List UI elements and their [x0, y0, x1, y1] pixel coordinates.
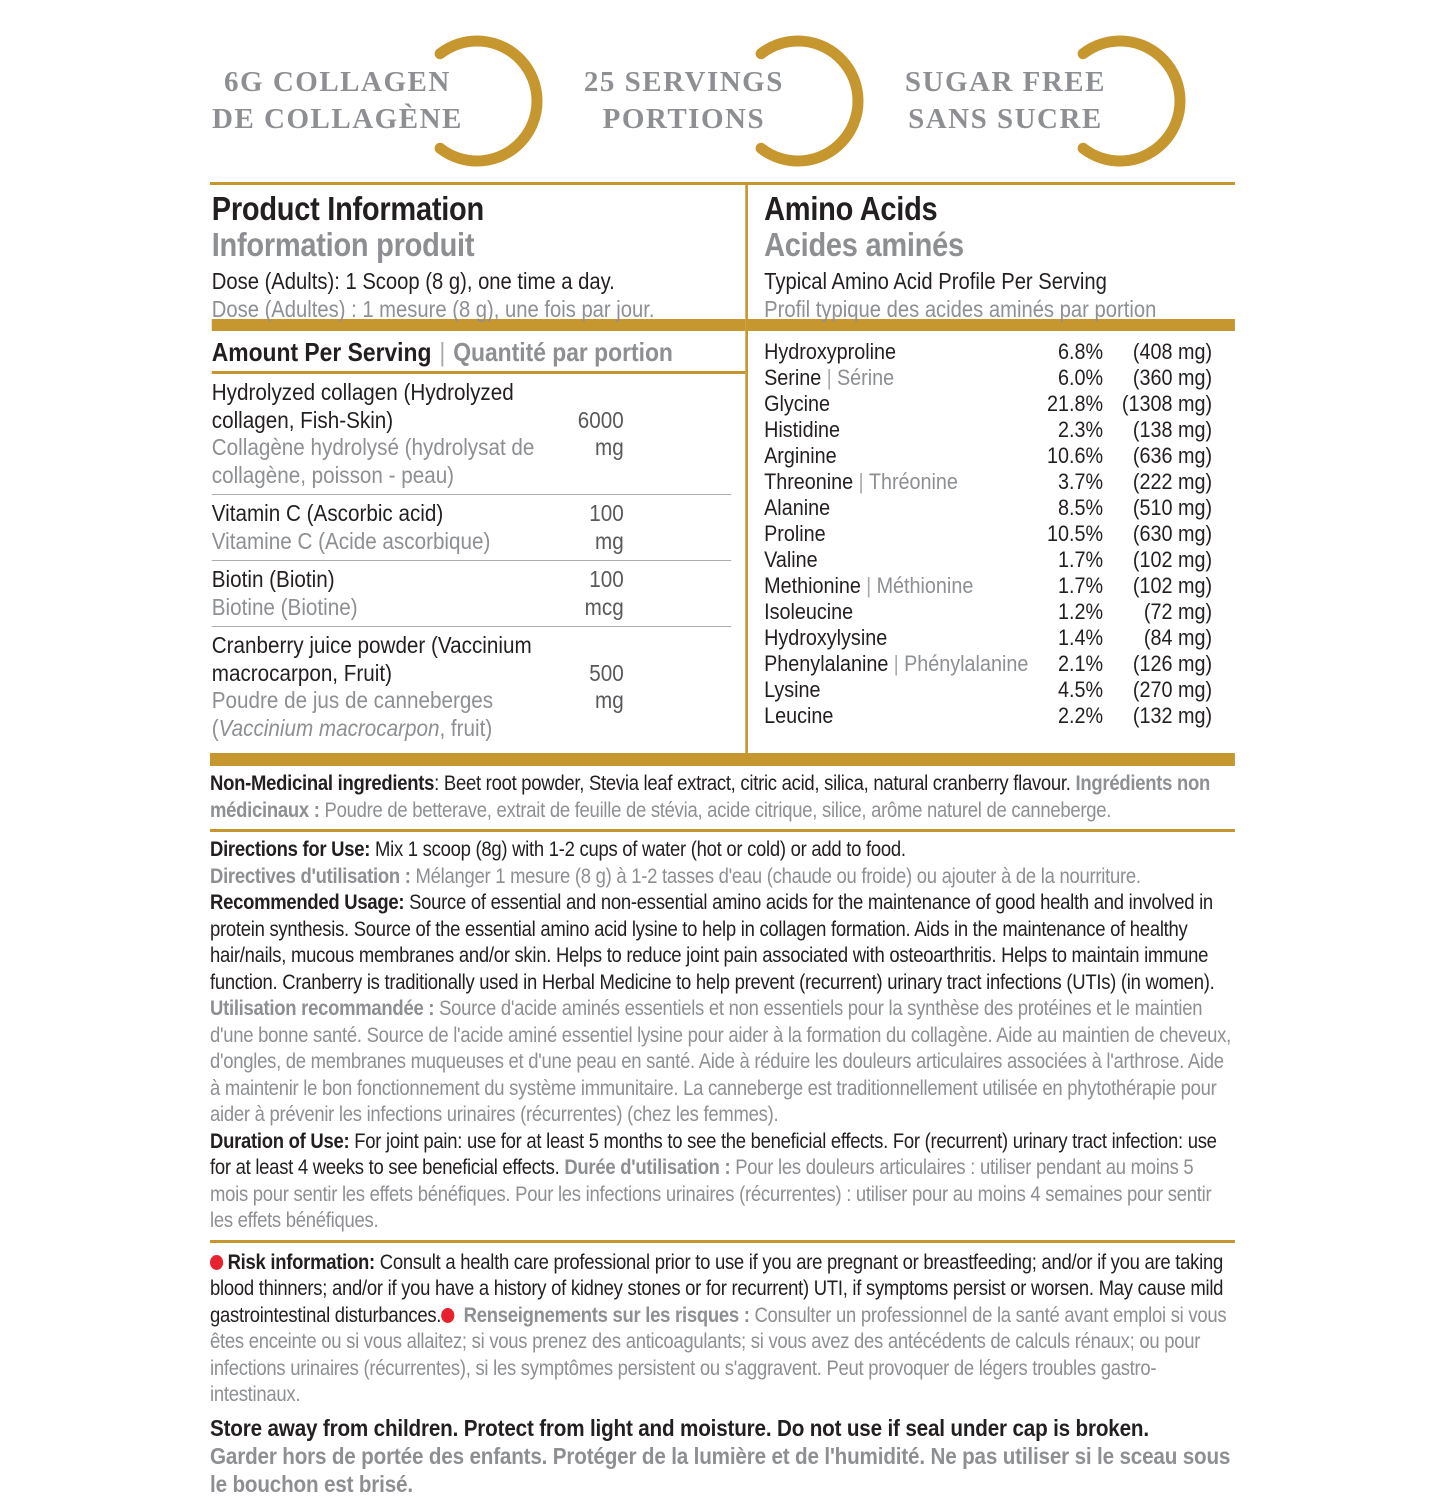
amino-profile-subtitle-fr: Profil typique des acides aminés par portion [764, 296, 1157, 322]
badge-sugar-free-line2: SANS SUCRE [908, 103, 1103, 135]
amino-percent: 1.2% [1057, 599, 1104, 624]
ingredient-name-fr: Poudre de jus de canneberges (Vaccinium macrocarpon, fruit) [211, 687, 494, 741]
amino-mg: (408 mg) [1132, 339, 1213, 364]
amino-mg: (102 mg) [1132, 547, 1213, 572]
amino-name [764, 521, 1028, 547]
amino-name [764, 547, 1028, 573]
amino-mg: (138 mg) [1132, 417, 1213, 442]
amino-percent: 4.5% [1057, 677, 1104, 702]
amino-row [764, 573, 1235, 599]
amino-name-en: Methionine [764, 573, 861, 598]
amino-mg: (84 mg) [1143, 625, 1213, 650]
product-information-title-fr: Information produit [211, 226, 475, 263]
text-segment: Consult a health care professional prior to use if you are pregnant or breastfeeding; and/or if you are taking blood thinners; and/or if you have a history of kidney stones or for recurrent) UTI, if symptoms persist or worsen. May cause mild gastrointestinal disturbances. [210, 1250, 1224, 1327]
storage-warning-fr [210, 1442, 1235, 1498]
dose-en: Dose (Adults): 1 Scoop (8 g), one time a day. [211, 268, 615, 294]
text-segment: Poudre de betterave, extrait de feuille de stévia, acide citrique, silice, arôme naturel de canneberge. [324, 798, 1112, 822]
badge-collagen [212, 26, 547, 176]
amino-acids-panel [748, 185, 1235, 753]
badge-servings-line2: PORTIONS [602, 103, 766, 135]
text-segment: : Beet root powder, Stevia leaf extract, citric acid, silica, natural cranberry flavour. [434, 772, 1076, 795]
ingredient-row [212, 374, 731, 494]
ingredient-table [212, 374, 731, 747]
amino-mg: (132 mg) [1132, 703, 1213, 728]
amino-acid-table [764, 339, 1235, 729]
text-segment: Directions for Use: [210, 838, 376, 861]
amino-row [764, 443, 1235, 469]
text-segment: Consulter un professionnel de la santé avant emploi si vous êtes enceinte ou si vous allaitez; si vous prenez des anticoagulants; si vous avez des antécédents de calculs rénaux; ou pour infections urinaires (récurrentes), si les symptômes persistent ou s'aggravent. Peut provoquer de légers troubles gastro-intestinaux. [210, 1303, 1227, 1406]
ingredient-name-fr: Biotine (Biotine) [211, 593, 358, 620]
ingredient-name-en: Cranberry juice powder (Vaccinium macrocarpon, Fruit) [211, 632, 532, 686]
badge-collagen-text [212, 64, 463, 138]
text-segment: Garder hors de portée des enfants. Protéger de la lumière et de l'humidité. Ne pas utiliser si le sceau sous le bouchon est brisé. [210, 1442, 1231, 1497]
badge-servings-line1: 25 SERVINGS [583, 66, 784, 98]
amino-mg: (126 mg) [1132, 651, 1213, 676]
text-segment: Ingrédients non médicinaux : [210, 772, 1211, 822]
amino-percent: 2.2% [1057, 703, 1104, 728]
amino-mg: (630 mg) [1132, 521, 1213, 546]
amino-percent: 6.0% [1057, 365, 1104, 390]
name-pipe: | [826, 365, 832, 390]
amino-percent: 1.4% [1057, 625, 1104, 650]
amino-row [764, 703, 1235, 729]
ingredient-name-en: Biotin (Biotin) [211, 566, 335, 592]
amino-row [764, 391, 1235, 417]
ingredient-name [212, 379, 565, 489]
amino-name [764, 417, 1028, 443]
text-segment: Recommended Usage: [210, 891, 410, 914]
product-information-title-en: Product Information [211, 190, 484, 227]
ingredient-name-fr: Vitamine C (Acide ascorbique) [211, 527, 491, 554]
gold-divider [210, 753, 1235, 766]
badge-servings-text [584, 64, 784, 138]
amino-name-fr: Thréonine [868, 469, 958, 494]
text-segment: Non-Medicinal ingredients [210, 772, 435, 795]
amino-name [764, 391, 1028, 417]
ingredient-row [212, 560, 731, 626]
amino-row [764, 547, 1235, 573]
amino-percent: 6.8% [1057, 339, 1104, 364]
amino-name-en: Valine [764, 547, 818, 572]
amino-name [764, 677, 1028, 703]
amino-name-en: Histidine [764, 417, 840, 442]
info-columns [210, 182, 1235, 753]
amino-percent: 1.7% [1057, 573, 1104, 598]
ingredient-amount: 100 mg [589, 500, 624, 554]
amino-acids-title-fr: Acides aminés [764, 226, 964, 263]
badge-collagen-line1: 6G COLLAGEN [224, 66, 451, 98]
gold-divider [210, 1240, 1235, 1243]
amino-row [764, 651, 1235, 677]
usage-section [210, 837, 1235, 1235]
amino-percent: 3.7% [1057, 469, 1104, 494]
duration-of-use [210, 1129, 1235, 1235]
ingredient-amount: 100 mcg [584, 566, 624, 620]
badge-sugar-free-text [905, 64, 1106, 138]
amount-per-serving-en: Amount Per Serving [211, 337, 432, 367]
name-pipe: | [858, 469, 864, 494]
badge-sugar-free [905, 26, 1190, 176]
amino-name [764, 469, 1028, 495]
product-information-header [211, 190, 731, 322]
amino-name-en: Arginine [764, 443, 837, 468]
amino-name-fr: Sérine [836, 365, 895, 390]
directions-for-use-fr [210, 864, 1235, 891]
product-information-panel [210, 185, 745, 753]
risk-information [210, 1250, 1235, 1409]
text-segment: Mix 1 scoop (8g) with 1-2 cups of water (hot or cold) or add to food. [375, 838, 906, 861]
amino-percent: 2.3% [1057, 417, 1104, 442]
amino-name [764, 651, 1028, 677]
text-segment: Duration of Use: [210, 1129, 355, 1153]
amino-name [764, 495, 1028, 521]
text-segment: Pour les douleurs articulaires : utiliser pendant au moins 5 mois pour sentir les effets bénéfiques. Pour les infections urinaires (récurrentes) : utiliser pour au moins 4 semaines pour sentir les effets bénéfiques. [210, 1156, 1212, 1232]
amino-name-en: Isoleucine [764, 599, 854, 624]
amino-percent: 10.5% [1046, 521, 1104, 546]
amount-per-serving-header [212, 337, 731, 367]
amino-name-en: Lysine [764, 677, 821, 702]
amino-name [764, 365, 1028, 391]
amino-mg: (270 mg) [1132, 677, 1213, 702]
amino-name [764, 599, 1028, 625]
amount-per-serving-fr: Quantité par portion [453, 337, 673, 367]
dose-fr: Dose (Adultes) : 1 mesure (8 g), une fois par jour. [211, 296, 655, 322]
ingredient-amount: 6000 mg [577, 406, 624, 460]
amino-percent: 10.6% [1046, 443, 1104, 468]
amino-name-en: Hydroxylysine [764, 625, 888, 650]
text-segment: Store away from children. Protect from light and moisture. Do not use if seal under cap is broken. [210, 1414, 1149, 1441]
name-pipe: | [866, 573, 872, 598]
amino-name-en: Phenylalanine [764, 651, 889, 676]
badge-row [212, 26, 1190, 176]
amino-name [764, 443, 1028, 469]
risk-dot-icon [210, 1255, 223, 1270]
amino-name-en: Threonine [764, 469, 854, 494]
text-segment: Renseignements sur les risques : [458, 1303, 755, 1327]
amino-mg: (222 mg) [1132, 469, 1213, 494]
amino-name-en: Serine [764, 365, 822, 390]
gold-divider [210, 829, 1235, 832]
amino-mg: (360 mg) [1132, 365, 1213, 390]
amino-row [764, 677, 1235, 703]
storage-warning-en [210, 1414, 1235, 1442]
amino-mg: (72 mg) [1143, 599, 1213, 624]
amino-name-fr: Phénylalanine [904, 651, 1029, 676]
amino-name-en: Hydroxyproline [764, 339, 897, 364]
amino-name [764, 573, 1028, 599]
ingredient-name [212, 566, 565, 621]
amino-row [764, 495, 1235, 521]
directions-for-use-en [210, 837, 1235, 864]
amino-percent: 8.5% [1057, 495, 1104, 520]
ingredient-name [212, 632, 565, 742]
amino-name [764, 703, 1028, 729]
text-segment: Source d'acide aminés essentiels et non essentiels pour la synthèse des protéines et le maintien d'une bonne santé. Source de l'acide aminé essentiel lysine pour aider à la formation du collagène. Aide au maintien de cheveux, d'ongles, de membranes muqueuses et d'une peau en santé. Aide à réduire les douleurs articulaires associées à l'arthrose. Aide à maintenir le bon fonctionnement du système immunitaire. La canneberge est traditionnellement utilisée en phytothérapie pour aider à prévenir les infections urinaires (récurrentes) (chez les femmes). [210, 997, 1232, 1126]
amino-mg: (1308 mg) [1121, 391, 1213, 416]
amino-row [764, 599, 1235, 625]
amino-name-en: Leucine [764, 703, 834, 728]
amino-acids-header [764, 190, 1235, 322]
text-segment: Mélanger 1 mesure (8 g) à 1-2 tasses d'eau (chaude ou froide) ou ajouter à de la nourriture. [415, 864, 1141, 888]
amino-row [764, 469, 1235, 495]
amino-percent: 21.8% [1046, 391, 1104, 416]
text-segment: Source of essential and non-essential amino acids for the maintenance of good health and involved in protein synthesis. Source of the essential amino acid lysine to help in collagen formation. Aids in the maintenance of healthy hair/nails, mucous membranes and/or skin. Helps to reduce joint pain associated with osteoarthritis. Helps to maintain immune function. Cranberry is traditionally used in Herbal Medicine to help prevent (recurrent) urinary tract infections (UTIs) (in women). [210, 891, 1215, 994]
amino-row [764, 521, 1235, 547]
ingredient-amount: 500 mg [589, 659, 624, 713]
amino-acids-title-en: Amino Acids [764, 190, 938, 227]
amino-name [764, 339, 1028, 365]
ingredient-row [212, 626, 731, 747]
recommended-usage-en [210, 890, 1235, 996]
header-pipe: | [439, 337, 446, 367]
risk-dot-icon [441, 1308, 454, 1323]
name-pipe: | [893, 651, 899, 676]
badge-servings [584, 26, 868, 176]
label-content [210, 182, 1235, 1498]
ingredient-name-en: Vitamin C (Ascorbic acid) [211, 500, 444, 526]
amino-row [764, 417, 1235, 443]
amino-name-en: Alanine [764, 495, 831, 520]
recommended-usage-fr [210, 996, 1235, 1129]
amino-mg: (102 mg) [1132, 573, 1213, 598]
amino-name-fr: Méthionine [876, 573, 974, 598]
text-segment: Risk information: [227, 1250, 380, 1274]
amino-profile-subtitle-en: Typical Amino Acid Profile Per Serving [764, 268, 1107, 294]
ingredient-row [212, 494, 731, 560]
badge-collagen-line2: DE COLLAGÈNE [212, 103, 463, 135]
amino-percent: 1.7% [1057, 547, 1104, 572]
text-segment: Directives d'utilisation : [210, 864, 416, 888]
storage-warning [210, 1414, 1235, 1498]
non-medicinal-ingredients [210, 771, 1235, 824]
amino-percent: 2.1% [1057, 651, 1104, 676]
badge-sugar-free-line1: SUGAR FREE [904, 66, 1106, 98]
ingredient-name [212, 500, 565, 555]
text-segment: Utilisation recommandée : [210, 997, 440, 1020]
amino-row [764, 365, 1235, 391]
amino-mg: (636 mg) [1132, 443, 1213, 468]
latin-name: Vaccinium macrocarpon [218, 714, 440, 741]
amino-row [764, 339, 1235, 365]
ingredient-name-fr: Collagène hydrolysé (hydrolysat de collagène, poisson - peau) [211, 434, 535, 488]
text-segment: Durée d'utilisation : [564, 1156, 736, 1179]
amino-name-en: Glycine [764, 391, 831, 416]
ingredient-name-en: Hydrolyzed collagen (Hydrolyzed collagen, Fish-Skin) [211, 379, 514, 433]
text-segment: For joint pain: use for at least 5 months to see the beneficial effects. For (recurrent) urinary tract infection: use for at least 4 weeks to see beneficial effects. [210, 1129, 1217, 1179]
amino-name-en: Proline [764, 521, 826, 546]
amino-mg: (510 mg) [1132, 495, 1213, 520]
amino-name [764, 625, 1028, 651]
amino-row [764, 625, 1235, 651]
